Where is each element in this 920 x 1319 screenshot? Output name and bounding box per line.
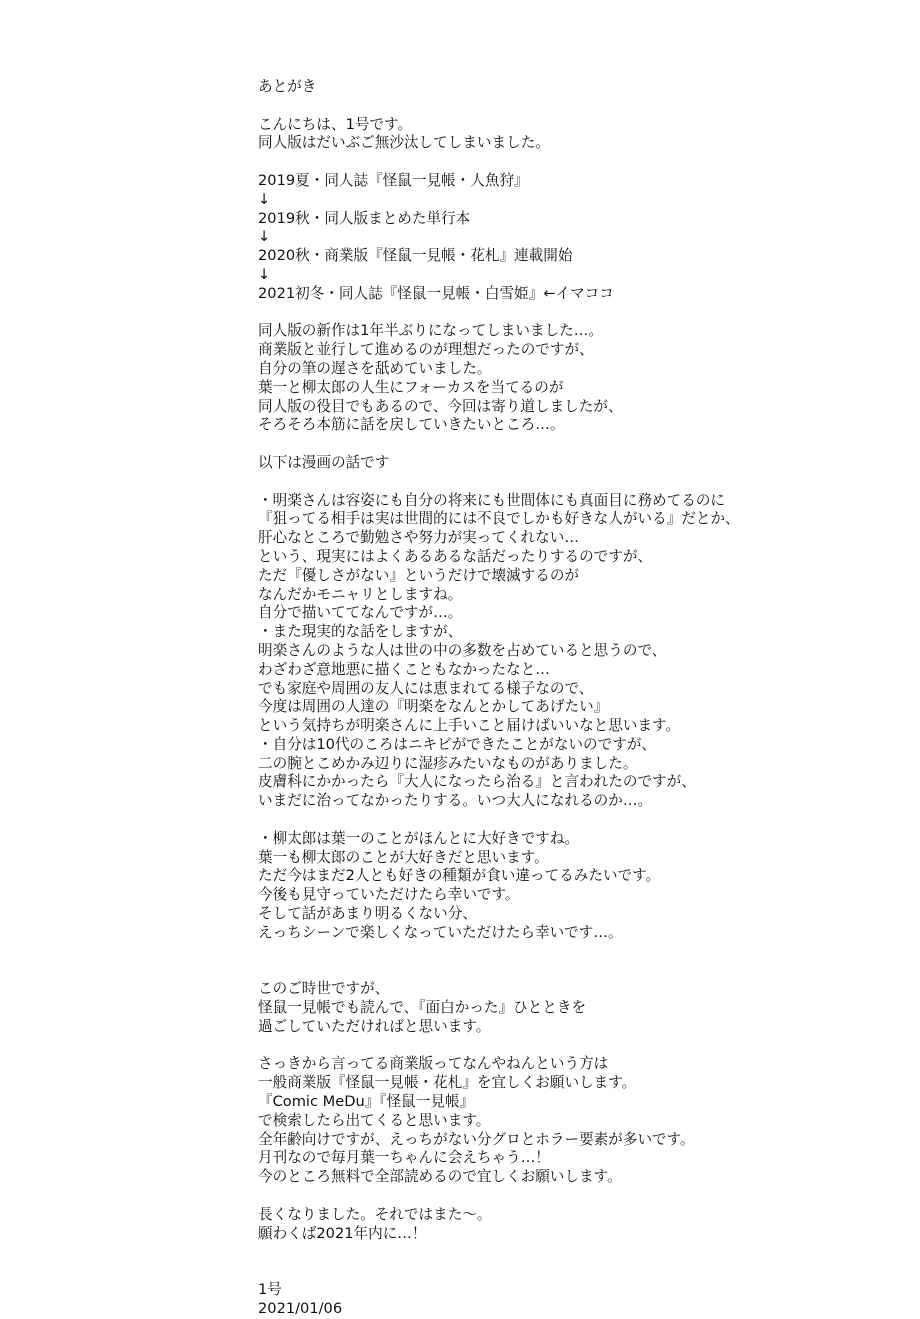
paragraph-line: 『Comic MeDu』『怪鼠一見帳』: [258, 1093, 475, 1111]
paragraph-line: 怪鼠一見帳でも読んで、『面白かった』ひとときを: [258, 999, 587, 1017]
paragraph-line: 過ごしていただければと思います。: [258, 1017, 491, 1035]
blank-line: [258, 97, 898, 116]
paragraph-line: 今度は周囲の人達の『明楽をなんとかしてあげたい』: [258, 698, 609, 716]
paragraph-line: そして話があまり明るくない分、: [258, 905, 477, 923]
paragraph-line: ・自分は10代のころはニキビができたことがないのですが、: [258, 735, 657, 753]
paragraph-line: ・柳太郎は葉一のことがほんとに大好きですね。: [258, 829, 580, 847]
paragraph-line: 葉一と柳太郎の人生にフォーカスを当てるのが: [258, 378, 564, 396]
greeting-line: こんにちは、1号です。: [258, 115, 413, 133]
blank-line: [258, 304, 898, 323]
paragraph-line: 自分の筆の遅さを舐めていました。: [258, 359, 492, 377]
down-arrow: ↓: [258, 265, 271, 283]
timeline-2020-autumn: 2020秋・商業版『怪鼠一見帳・花札』連載開始: [258, 247, 573, 265]
paragraph-line: いまだに治ってなかったりする。いつ大人になれるのか…。: [258, 792, 653, 810]
paragraph-line: なんだかモニャリとしますね。: [258, 585, 463, 603]
paragraph-line: 肝心なところで勤勉さや努力が実ってくれない…: [258, 529, 579, 547]
paragraph-line: 商業版と並行して進めるのが理想だったのですが、: [258, 341, 594, 359]
paragraph-line: 『狙ってる相手は実は世間的には不良でしかも好きな人がいる』だとか、: [258, 510, 740, 528]
paragraph-line: でも家庭や周囲の友人には恵まれてる様子なので、: [258, 679, 594, 697]
paragraph-line: で検索したら出てくると思います。: [258, 1111, 491, 1129]
paragraph-line: という気持ちが明楽さんに上手いこと届けばいいなと思います。: [258, 717, 681, 735]
section-heading: 以下は漫画の話です: [258, 453, 390, 471]
author-signature: 1号: [258, 1281, 282, 1298]
date-line: 2021/01/06: [258, 1299, 343, 1317]
heading-atogaki: あとがき: [258, 78, 317, 95]
blank-line: [258, 943, 898, 981]
paragraph-line: えっちシーンで楽しくなっていただけたら幸いです…。: [258, 923, 623, 941]
closing-line: 長くなりました。それではまた～。: [258, 1205, 492, 1223]
timeline-2019-autumn: 2019秋・同人版まとめた単行本: [258, 209, 471, 227]
paragraph-line: 全年齢向けですが、えっちがない分グロとホラー要素が多いです。: [258, 1130, 695, 1148]
blank-line: [258, 153, 898, 172]
paragraph-line: という、現実にはよくあるあるな話だったりするのですが、: [258, 547, 653, 565]
down-arrow: ↓: [258, 228, 271, 246]
intro-line: 同人版はだいぶご無沙汰してしまいました。: [258, 134, 550, 152]
timeline-2019-summer: 2019夏・同人誌『怪鼠一見帳・人魚狩』: [258, 171, 529, 189]
blank-line: [258, 1187, 898, 1206]
blank-line: [258, 811, 898, 830]
paragraph-line: 二の腕とこめかみ辺りに湿疹みたいなものがありました。: [258, 754, 638, 772]
blank-line: [258, 473, 898, 492]
paragraph-line: ・明楽さんは容姿にも自分の将来にも世間体にも真面目に務めてるのに: [258, 491, 726, 509]
blank-line: [258, 1243, 898, 1281]
paragraph-line: ただ今はまだ2人とも好きの種類が食い違ってるみたいです。: [258, 867, 661, 885]
paragraph-line: 一般商業版『怪鼠一見帳・花札』を宜しくお願いします。: [258, 1074, 637, 1092]
closing-line: 願わくば2021年内に…！: [258, 1224, 427, 1242]
paragraph-line: わざわざ意地悪に描くこともなかったなと…: [258, 660, 550, 678]
paragraph-line: ・また現実的な話をしますが、: [258, 623, 463, 641]
paragraph-line: 同人版の新作は1年半ぶりになってしまいました…。: [258, 322, 603, 340]
paragraph-line: 葉一も柳太郎のことが大好きだと思います。: [258, 848, 549, 866]
paragraph-line: ただ『優しさがない』というだけで壊滅するのが: [258, 566, 580, 584]
paragraph-line: 今のところ無料で全部読めるので宜しくお願いします。: [258, 1168, 622, 1186]
paragraph-line: さっきから言ってる商業版ってなんやねんという方は: [258, 1055, 609, 1073]
blank-line: [258, 435, 898, 454]
timeline-2021-winter: 2021初冬・同人誌『怪鼠一見帳・白雪姫』←イマココ: [258, 284, 614, 302]
paragraph-line: 今後も見守っていただけたら幸いです。: [258, 886, 520, 904]
down-arrow: ↓: [258, 190, 271, 208]
paragraph-line: 自分で描いててなんですが…。: [258, 604, 463, 622]
blank-line: [258, 1037, 898, 1056]
paragraph-line: 皮膚科にかかったら『大人になったら治る』と言われたのですが、: [258, 773, 696, 791]
afterword-text: [258, 78, 898, 1319]
paragraph-line: 明楽さんのような人は世の中の多数を占めていると思うので、: [258, 641, 667, 659]
paragraph-line: 月刊なので毎月葉一ちゃんに会えちゃう…！: [258, 1149, 550, 1167]
paragraph-line: このご時世ですが、: [258, 980, 390, 998]
paragraph-line: 同人版の役目でもあるので、今回は寄り道しましたが、: [258, 397, 623, 415]
paragraph-line: そろそろ本筋に話を戻していきたいところ…。: [258, 416, 565, 434]
